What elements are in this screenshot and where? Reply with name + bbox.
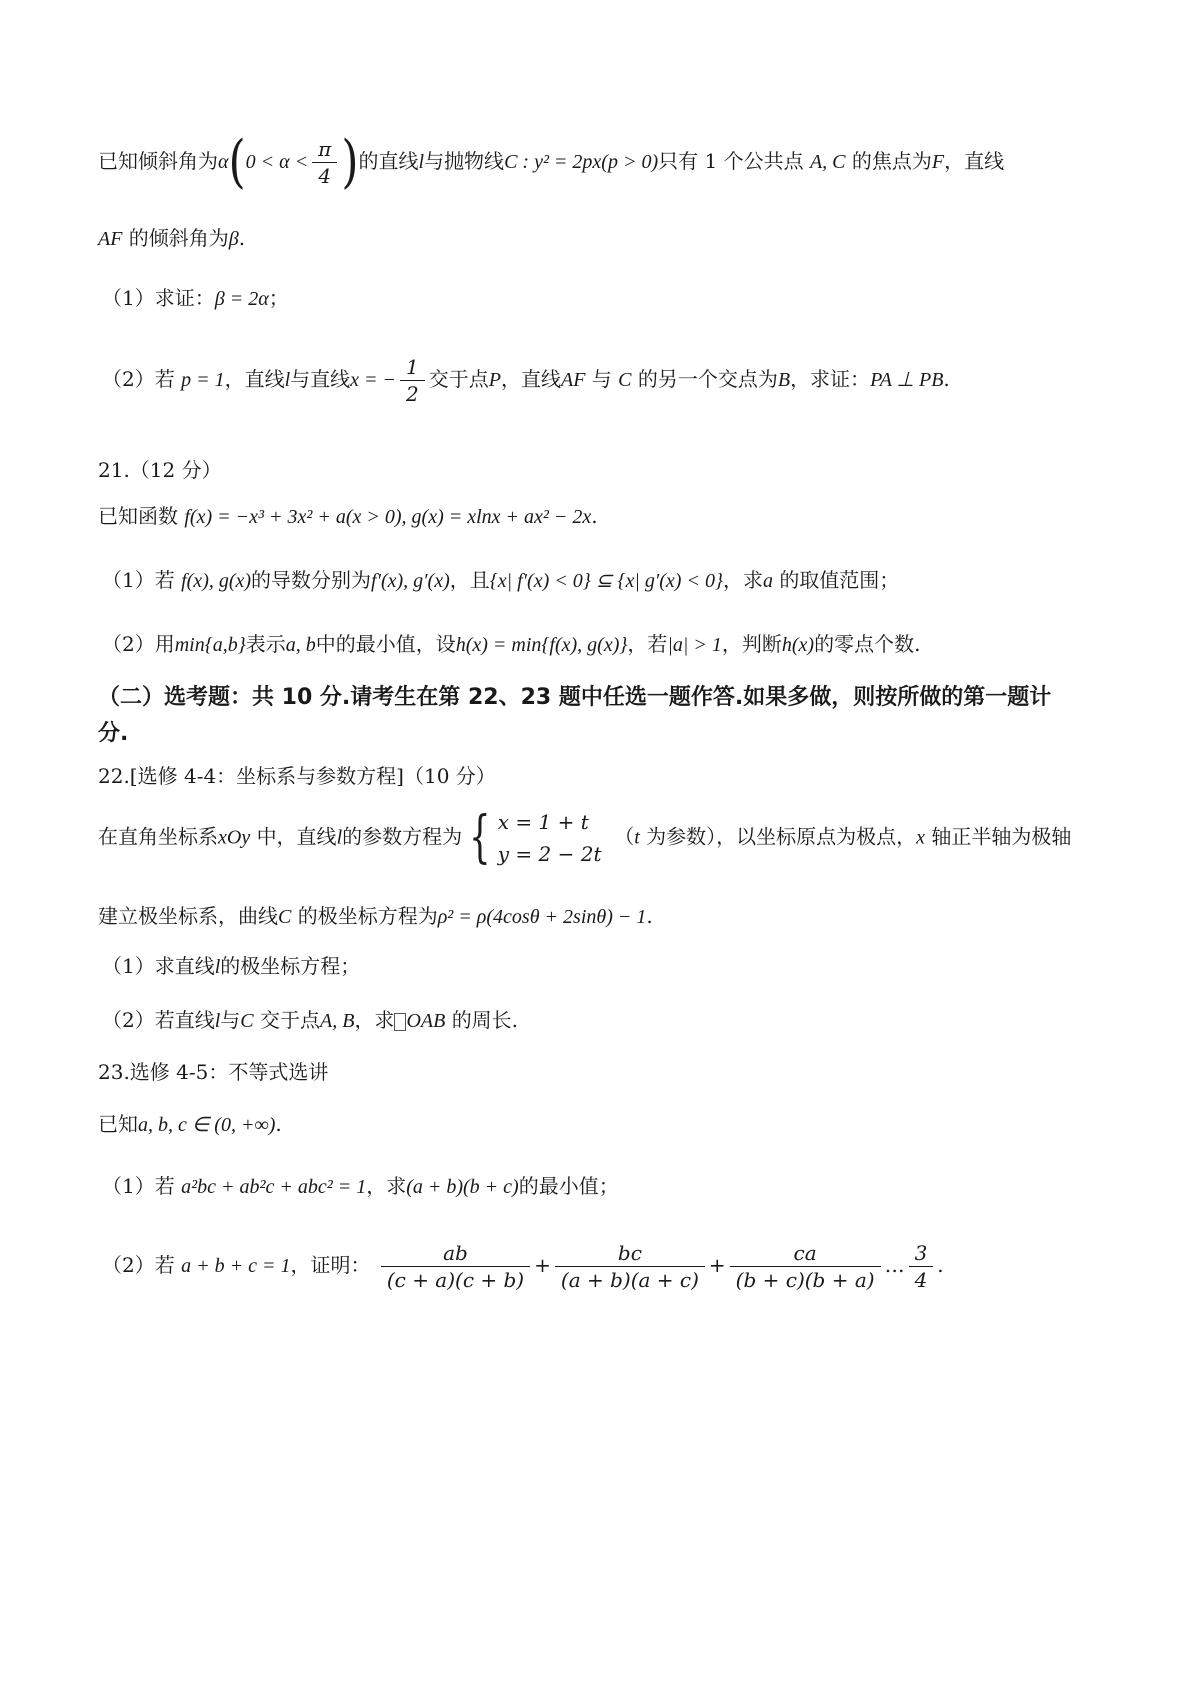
problem23-part2 bbox=[102, 1240, 944, 1293]
text: 交于点 bbox=[260, 1008, 320, 1032]
text: ，求 bbox=[366, 1174, 407, 1198]
math: l bbox=[214, 956, 221, 978]
problem21-stem bbox=[98, 502, 598, 531]
math: (a + b)(b + c) bbox=[406, 1176, 519, 1198]
text: （1）若 bbox=[102, 1174, 175, 1198]
problem20-part2 bbox=[102, 354, 950, 407]
math: PA ⊥ PB bbox=[870, 369, 944, 391]
math: OAB bbox=[406, 1010, 446, 1032]
text: 的极坐标方程； bbox=[220, 954, 361, 978]
text: 已知 bbox=[98, 1112, 138, 1136]
text: 的倾斜角为 bbox=[128, 226, 229, 250]
math-range: 0 < α < bbox=[245, 151, 309, 173]
problem23-header bbox=[98, 1058, 328, 1086]
text: ，直线 bbox=[224, 367, 285, 391]
math-AF: AF bbox=[98, 228, 123, 250]
text: ，若 bbox=[627, 632, 668, 656]
math-AC: A, C bbox=[809, 151, 846, 173]
text: 22.[选修 4-4：坐标系与参数方程]（10 分） bbox=[98, 764, 496, 788]
math-alpha: α bbox=[218, 151, 229, 173]
text: ，判断 bbox=[721, 632, 782, 656]
eq-y: y = 2 − 2t bbox=[497, 842, 602, 866]
text: 21.（12 分） bbox=[98, 458, 222, 482]
eq-x: x = 1 + t bbox=[497, 810, 589, 834]
math: f(x), g(x) bbox=[181, 570, 252, 592]
math: l bbox=[336, 826, 343, 849]
text: . bbox=[937, 1253, 944, 1277]
text: . bbox=[591, 504, 598, 528]
math: t bbox=[634, 826, 640, 849]
text: . bbox=[275, 1112, 282, 1136]
math-l: l bbox=[418, 151, 425, 173]
text: ，求 bbox=[354, 1008, 395, 1032]
math: x = − bbox=[350, 369, 397, 391]
text: 分. bbox=[98, 721, 129, 746]
problem22-part2 bbox=[102, 1006, 518, 1035]
text: ，证明： bbox=[290, 1253, 371, 1277]
fraction-ca bbox=[730, 1240, 881, 1293]
text: 与 bbox=[591, 367, 612, 391]
math: h(x) = min{f(x), g(x)} bbox=[455, 634, 628, 656]
math: l bbox=[214, 1010, 221, 1032]
text: 与抛物线 bbox=[424, 149, 505, 173]
frac-den: 4 bbox=[318, 164, 332, 188]
frac-num: bc bbox=[555, 1240, 705, 1267]
text: （2）若 bbox=[102, 367, 175, 391]
math: C bbox=[618, 369, 632, 391]
text: . bbox=[238, 226, 246, 250]
text: 的极坐标方程为 bbox=[297, 904, 438, 928]
math: h(x) bbox=[781, 634, 815, 656]
math: l bbox=[284, 369, 291, 391]
text: （1）若 bbox=[102, 568, 175, 592]
geq-symbol: … bbox=[884, 1253, 905, 1277]
math-beta: β bbox=[228, 228, 239, 250]
problem23-part1 bbox=[102, 1172, 619, 1201]
text: ； bbox=[268, 286, 289, 310]
text: 的最小值； bbox=[518, 1174, 619, 1198]
text: 为参数），以坐标原点为极点， bbox=[646, 824, 917, 849]
math: x bbox=[916, 826, 926, 849]
text: 已知函数 bbox=[98, 504, 178, 528]
problem20-part1 bbox=[102, 284, 289, 313]
math: a + b + c = 1 bbox=[181, 1255, 291, 1277]
frac-num: ab bbox=[381, 1240, 530, 1267]
math: ρ² = ρ(4cosθ + 2sinθ) − 1 bbox=[437, 906, 647, 928]
math: B bbox=[777, 369, 791, 391]
text: 的取值范围； bbox=[779, 568, 900, 592]
text: ，直线 bbox=[500, 367, 561, 391]
problem21-part1 bbox=[102, 566, 899, 595]
text: （ bbox=[614, 824, 635, 849]
text: 的焦点为 bbox=[851, 149, 932, 173]
math: p = 1 bbox=[181, 369, 225, 391]
text: （二）选考题：共 10 分.请考生在第 22、23 题中任选一题作答.如果多做，则按所做的第一题计 bbox=[98, 685, 1052, 710]
text: （2）用 bbox=[102, 632, 175, 656]
text: ，求 bbox=[722, 568, 763, 592]
math: a bbox=[762, 570, 773, 592]
problem22-part1 bbox=[102, 952, 360, 981]
text: 表示 bbox=[245, 632, 286, 656]
text: 已知倾斜角为 bbox=[98, 149, 218, 173]
math: a, b bbox=[285, 634, 316, 656]
text: （1）求直线 bbox=[102, 954, 215, 978]
problem22-header bbox=[98, 762, 496, 790]
frac-den: 2 bbox=[406, 382, 419, 406]
text: 只有 1 个公共点 bbox=[658, 149, 804, 173]
fraction-half bbox=[400, 354, 425, 407]
frac-num: ca bbox=[730, 1240, 881, 1267]
math: C bbox=[240, 1010, 254, 1032]
math-parabola: C : y² = 2px(p > 0) bbox=[504, 151, 659, 173]
math: f′(x), g′(x) bbox=[371, 570, 450, 592]
frac-num: 3 bbox=[909, 1240, 934, 1267]
math: xOy bbox=[218, 826, 251, 849]
text: 的直线 bbox=[358, 149, 419, 173]
math: A, B bbox=[320, 1010, 355, 1032]
text: 轴正半轴为极轴 bbox=[931, 824, 1072, 849]
text: 的导数分别为 bbox=[251, 568, 372, 592]
text: （2）若 bbox=[102, 1253, 175, 1277]
text: ，求证： bbox=[790, 367, 871, 391]
missing-glyph-box-icon bbox=[394, 1013, 406, 1031]
problem23-stem bbox=[98, 1110, 282, 1139]
fraction-3-4 bbox=[909, 1240, 934, 1293]
text: ，且 bbox=[449, 568, 490, 592]
left-brace: { bbox=[469, 805, 491, 870]
text: 在直角坐标系 bbox=[98, 824, 218, 849]
math: C bbox=[278, 906, 292, 928]
text: 中，直线 bbox=[256, 824, 337, 849]
text: ，直线 bbox=[944, 149, 1005, 173]
left-paren: ( bbox=[228, 128, 246, 195]
math-F: F bbox=[931, 151, 945, 173]
math: |a| > 1 bbox=[667, 634, 722, 656]
math: AF bbox=[560, 369, 586, 391]
plus: + bbox=[534, 1253, 551, 1277]
text: 与 bbox=[220, 1008, 241, 1032]
problem21-header bbox=[98, 456, 222, 484]
frac-num: π bbox=[312, 136, 337, 163]
problem20-stem-line2 bbox=[98, 224, 245, 253]
text: 23.选修 4-5：不等式选讲 bbox=[98, 1060, 329, 1084]
text: 的另一个交点为 bbox=[637, 367, 778, 391]
math: a, b, c ∈ (0, +∞) bbox=[138, 1114, 276, 1136]
section2-heading-line1 bbox=[98, 684, 1051, 712]
math: {x| f′(x) < 0} ⊆ {x| g′(x) < 0} bbox=[489, 570, 723, 592]
text: 的零点个数. bbox=[814, 632, 921, 656]
fraction-ab bbox=[381, 1240, 530, 1293]
text: 中的最小值，设 bbox=[315, 632, 456, 656]
fraction-bc bbox=[555, 1240, 705, 1293]
math: a²bc + ab²c + abc² = 1 bbox=[181, 1176, 367, 1198]
text: 交于点 bbox=[428, 367, 489, 391]
section2-heading-line2 bbox=[98, 720, 128, 748]
text: . bbox=[646, 904, 653, 928]
math: f(x) = −x³ + 3x² + a(x > 0), g(x) = xlnx + ax² − 2x bbox=[184, 506, 592, 528]
param-system bbox=[498, 806, 602, 870]
text: 的参数方程为 bbox=[342, 824, 463, 849]
math: min{a,b} bbox=[174, 634, 246, 656]
frac-den: (b + c)(b + a) bbox=[735, 1268, 875, 1292]
problem22-stem-line2 bbox=[98, 902, 653, 931]
problem21-part2 bbox=[102, 630, 920, 659]
frac-den: 4 bbox=[914, 1268, 928, 1292]
text: . bbox=[943, 367, 950, 391]
plus: + bbox=[708, 1253, 726, 1277]
frac-num: 1 bbox=[400, 354, 425, 381]
fraction-pi-over-4 bbox=[312, 136, 337, 189]
problem20-stem-line1 bbox=[98, 128, 1005, 195]
text: 的周长. bbox=[451, 1008, 519, 1032]
math-beta-eq: β = 2α bbox=[214, 288, 269, 310]
math: P bbox=[488, 369, 501, 391]
problem22-stem-line1 bbox=[98, 806, 1071, 870]
frac-den: (c + a)(c + b) bbox=[386, 1268, 525, 1292]
right-paren: ) bbox=[341, 128, 359, 195]
text: 建立极坐标系，曲线 bbox=[98, 904, 278, 928]
frac-den: (a + b)(a + c) bbox=[560, 1268, 699, 1292]
text: 与直线 bbox=[290, 367, 351, 391]
text: （1）求证： bbox=[102, 286, 215, 310]
text: （2）若直线 bbox=[102, 1008, 215, 1032]
